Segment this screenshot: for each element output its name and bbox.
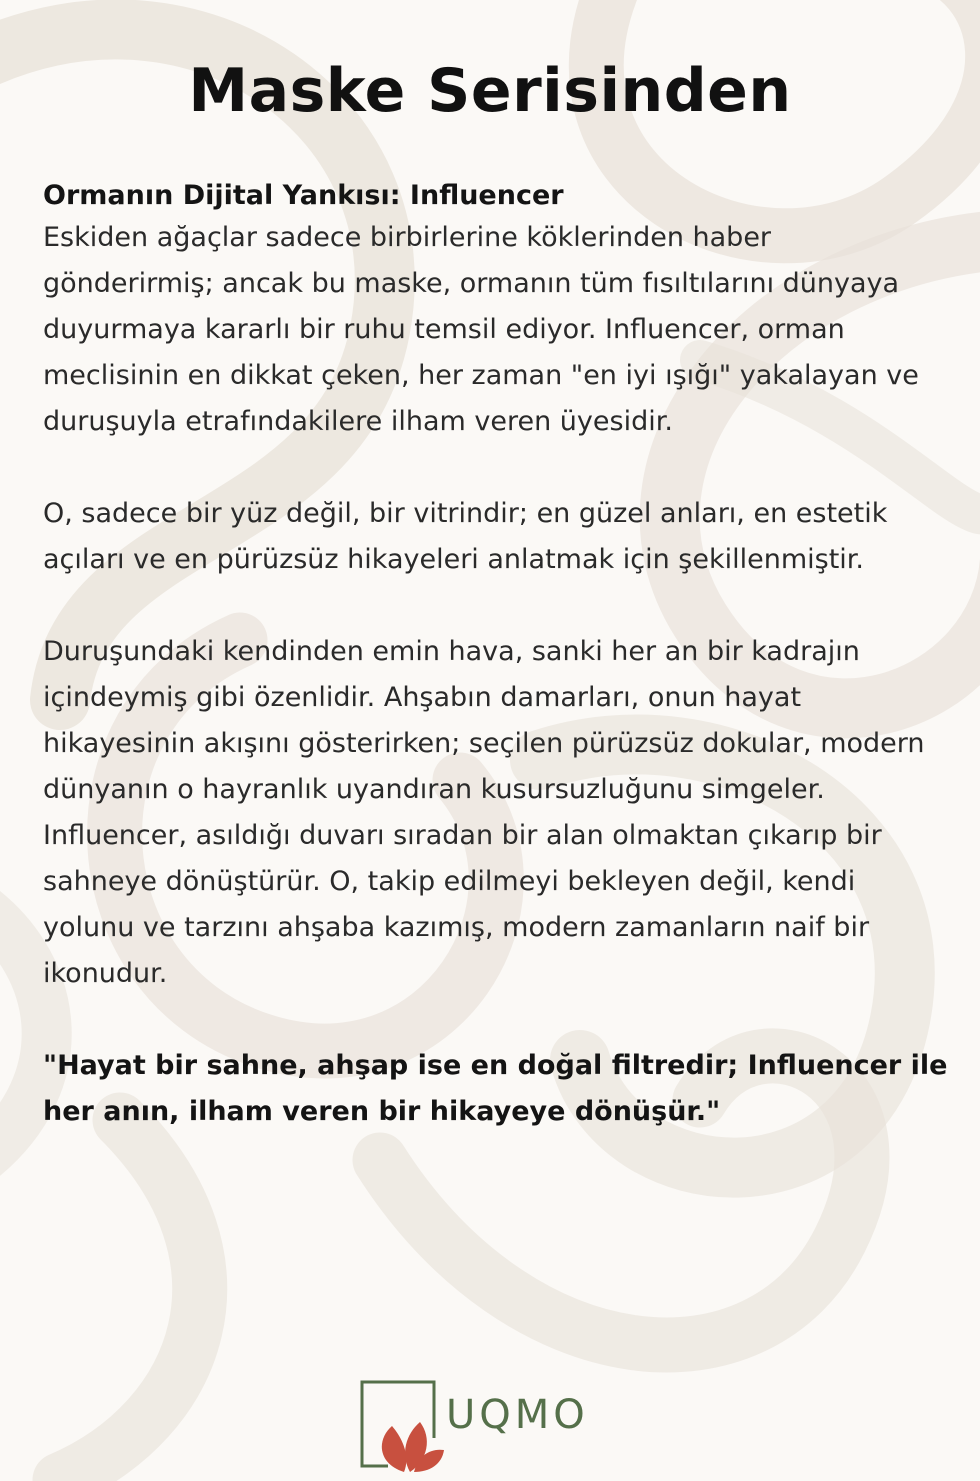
closing-quote: "Hayat bir sahne, ahşap ise en doğal filtredir; Influencer ile her anın, ilham veren bir hikayeye dönüşür." <box>43 1050 948 1127</box>
brand-logo-text: UQMO <box>446 1392 589 1438</box>
article-subtitle: Ormanın Dijital Yankısı: Influencer <box>43 180 564 211</box>
page-title: Maske Serisinden <box>188 56 792 126</box>
article-body <box>43 176 948 1135</box>
leaf-frame-logo-icon <box>358 1378 448 1478</box>
paragraph-1: Eskiden ağaçlar sadece birbirlerine köklerinden haber gönderirmiş; ancak bu maske, ormanın tüm fısıltılarını dünyaya duyurmaya kararlı bir ruhu temsil ediyor. Influencer, orman meclisinin en dikkat çeken, her zaman "en iyi ışığı" yakalayan ve duruşuyla etrafındakilere ilham veren üyesidir. <box>43 222 919 437</box>
paragraph-2: O, sadece bir yüz değil, bir vitrindir; en güzel anları, en estetik açıları ve en pürüzsüz hikayeleri anlatmak için şekillenmiştir. <box>43 498 888 575</box>
paragraph-3: Duruşundaki kendinden emin hava, sanki her an bir kadrajın içindeymiş gibi özenlidir. Ahşabın damarları, onun hayat hikayesinin akışını gösterirken; seçilen pürüzsüz dokular, modern dünyanın o hayranlık uyandıran kusursuzluğunu simgeler. Influencer, asıldığı duvarı sıradan bir alan olmaktan çıkarıp bir sahneye dönüştürür. O, takip edilmeyi bekleyen değil, kendi yolunu ve tarzını ahşaba kazımış, modern zamanların naif bir ikonudur. <box>43 636 925 989</box>
brand-logo <box>358 1378 588 1478</box>
